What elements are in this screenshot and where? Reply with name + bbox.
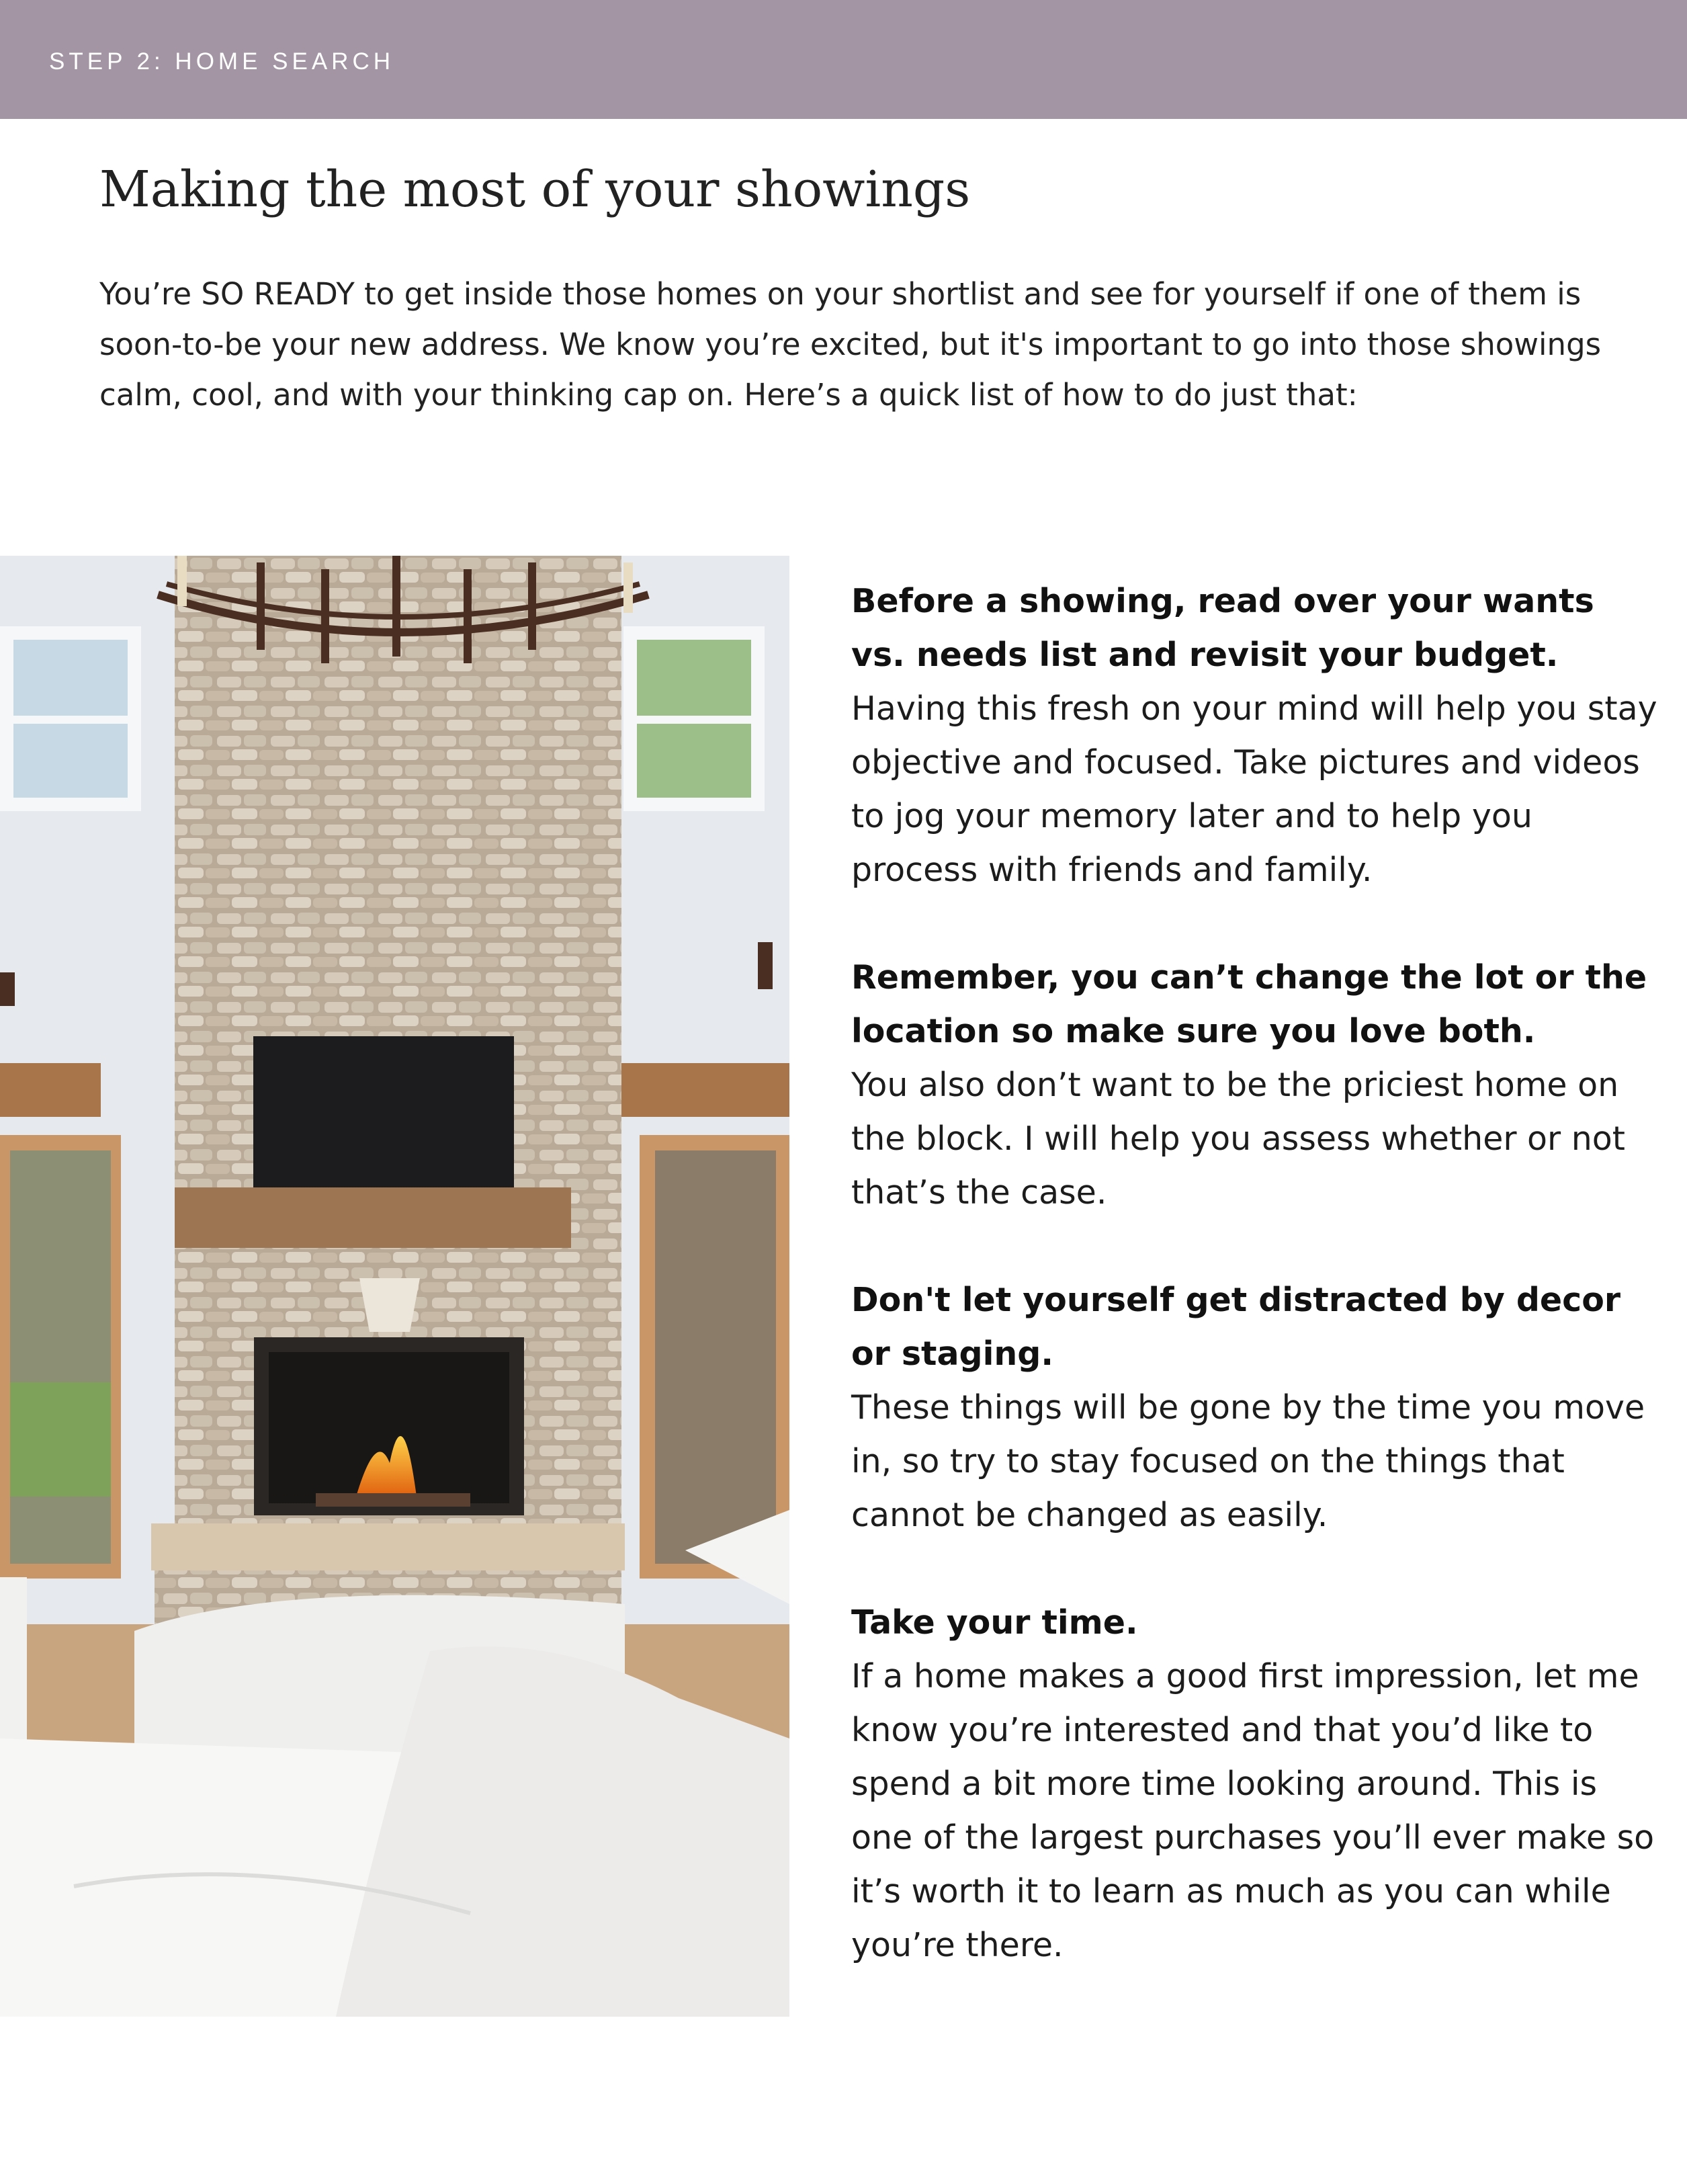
tip-body: Having this fresh on your mind will help you stay objective and focused. Take pictures and videos to jog your memory later and to help you process with friends and family. bbox=[851, 689, 1657, 889]
living-room-photo bbox=[0, 556, 789, 2017]
tip-body: If a home makes a good first impression, let me know you’re interested and that you’d like to spend a bit more time looking around. This is one of the largest purchases you’ll ever make so it’s worth it to learn as much as you can while you’re there. bbox=[851, 1657, 1655, 1964]
tip-wants-vs-needs bbox=[851, 575, 1657, 897]
tip-take-your-time bbox=[851, 1596, 1657, 1972]
tips-list bbox=[851, 575, 1657, 2026]
header-band bbox=[0, 0, 1687, 119]
tip-heading: Remember, you can’t change the lot or the location so make sure you love both. bbox=[851, 958, 1647, 1050]
tip-heading: Take your time. bbox=[851, 1603, 1138, 1642]
intro-paragraph: You’re SO READY to get inside those homes on your shortlist and see for yourself if one of them is soon-to-be your new address. We know you’re excited, but it's important to go into those showings calm, cool, and with your thinking cap on. Here’s a quick list of how to do just that: bbox=[99, 276, 1602, 413]
tip-heading: Don't let yourself get distracted by decor or staging. bbox=[851, 1281, 1621, 1373]
tip-lot-and-location bbox=[851, 951, 1657, 1220]
tip-heading: Before a showing, read over your wants vs. needs list and revisit your budget. bbox=[851, 582, 1594, 674]
tip-decor-staging bbox=[851, 1273, 1657, 1542]
section-label: STEP 2: HOME SEARCH bbox=[49, 48, 395, 75]
tip-body: These things will be gone by the time you move in, so try to stay focused on the things that cannot be changed as easily. bbox=[851, 1388, 1645, 1534]
tip-body: You also don’t want to be the priciest home on the block. I will help you assess whether or not that’s the case. bbox=[851, 1066, 1626, 1212]
page-title: Making the most of your showings bbox=[99, 161, 971, 218]
